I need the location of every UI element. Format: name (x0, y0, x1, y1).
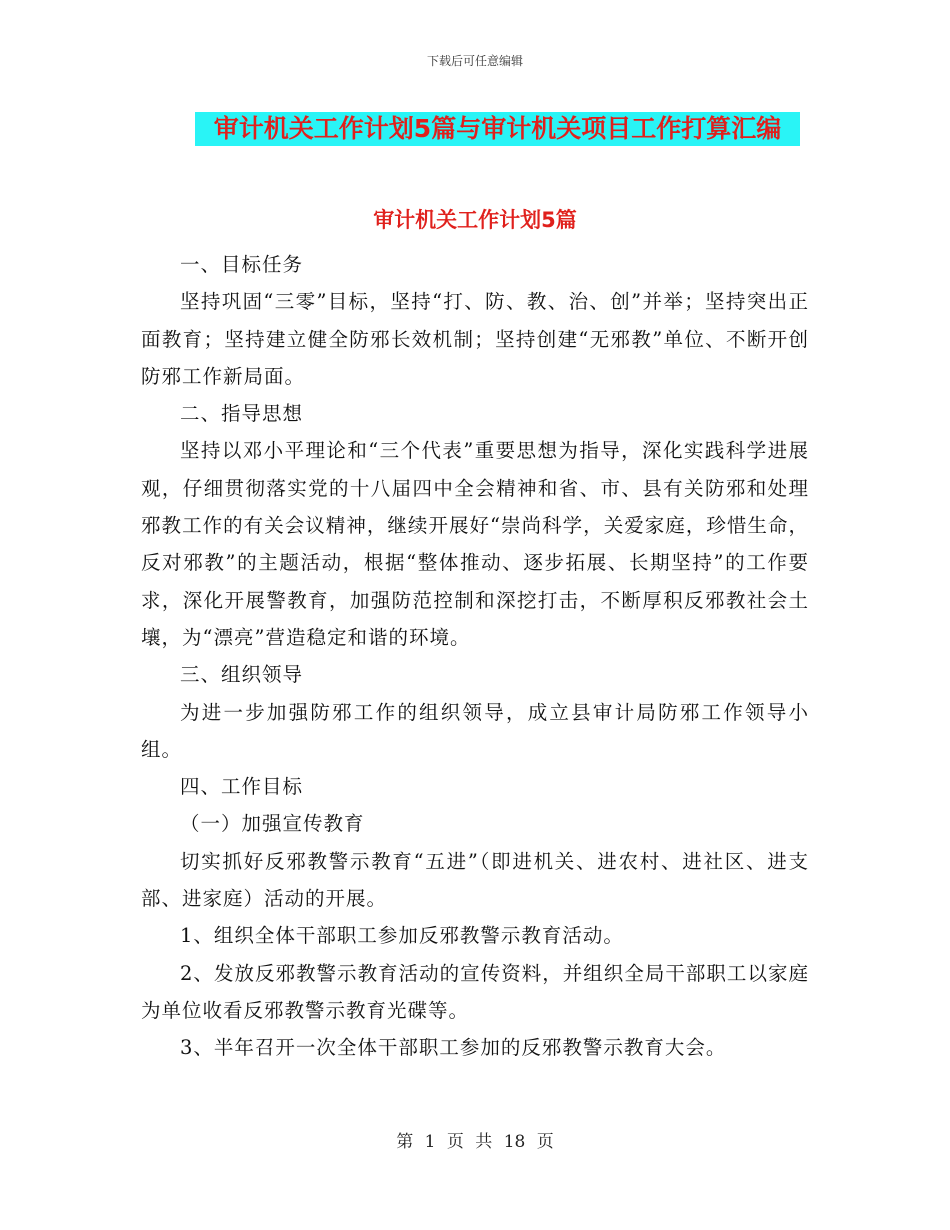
document-body (141, 246, 809, 1067)
list-item-2: 2、发放反邪教警示教育活动的宣传资料，并组织全局干部职工以家庭为单位收看反邪教警示教育光碟等。 (141, 961, 809, 1022)
heading-organization: 三、组织领导 (180, 663, 304, 687)
paragraph-publicity: 切实抓好反邪教警示教育“五进”（即进机关、进农村、进社区、进支部、进家庭）活动的开展。 (141, 849, 809, 911)
paragraph-objectives: 坚持巩固“三零”目标，坚持“打、防、教、治、创”并举；坚持突出正面教育；坚持建立健全防邪长效机制；坚持创建“无邪教”单位、不断开创防邪工作新局面。 (141, 290, 809, 388)
heading-work-goals: 四、工作目标 (180, 775, 304, 799)
page-footer: 第 1 页 共 18 页 (396, 1132, 554, 1152)
section-title: 审计机关工作计划5篇 (373, 208, 577, 232)
document-title: 审计机关工作计划5篇与审计机关项目工作打算汇编 (195, 112, 800, 146)
paragraph-guiding-thought: 坚持以邓小平理论和“三个代表”重要思想为指导，深化实践科学进展观，仔细贯彻落实党的十八届四中全会精神和省、市、县有关防邪和处理邪教工作的有关会议精神，继续开展好“崇尚科学，关爱家庭，珍惜生命，反对邪教”的主题活动，根据“整体推动、逐步拓展、长期坚持”的工作要求，深化开展警教育，加强防范控制和深挖打击，不断厚积反邪教社会土壤，为“漂亮”营造稳定和谐的环境。 (141, 439, 809, 649)
list-item-1: 1、组织全体干部职工参加反邪教警示教育活动。 (180, 924, 624, 948)
header-note: 下载后可任意编辑 (426, 54, 523, 68)
heading-guiding-thought: 二、指导思想 (180, 402, 304, 426)
paragraph-organization: 为进一步加强防邪工作的组织领导，成立县审计局防邪工作领导小组。 (141, 700, 809, 761)
heading-objectives: 一、目标任务 (180, 253, 304, 276)
subheading-publicity: （一）加强宣传教育 (180, 812, 365, 836)
list-item-3: 3、半年召开一次全体干部职工参加的反邪教警示教育大会。 (180, 1036, 727, 1060)
